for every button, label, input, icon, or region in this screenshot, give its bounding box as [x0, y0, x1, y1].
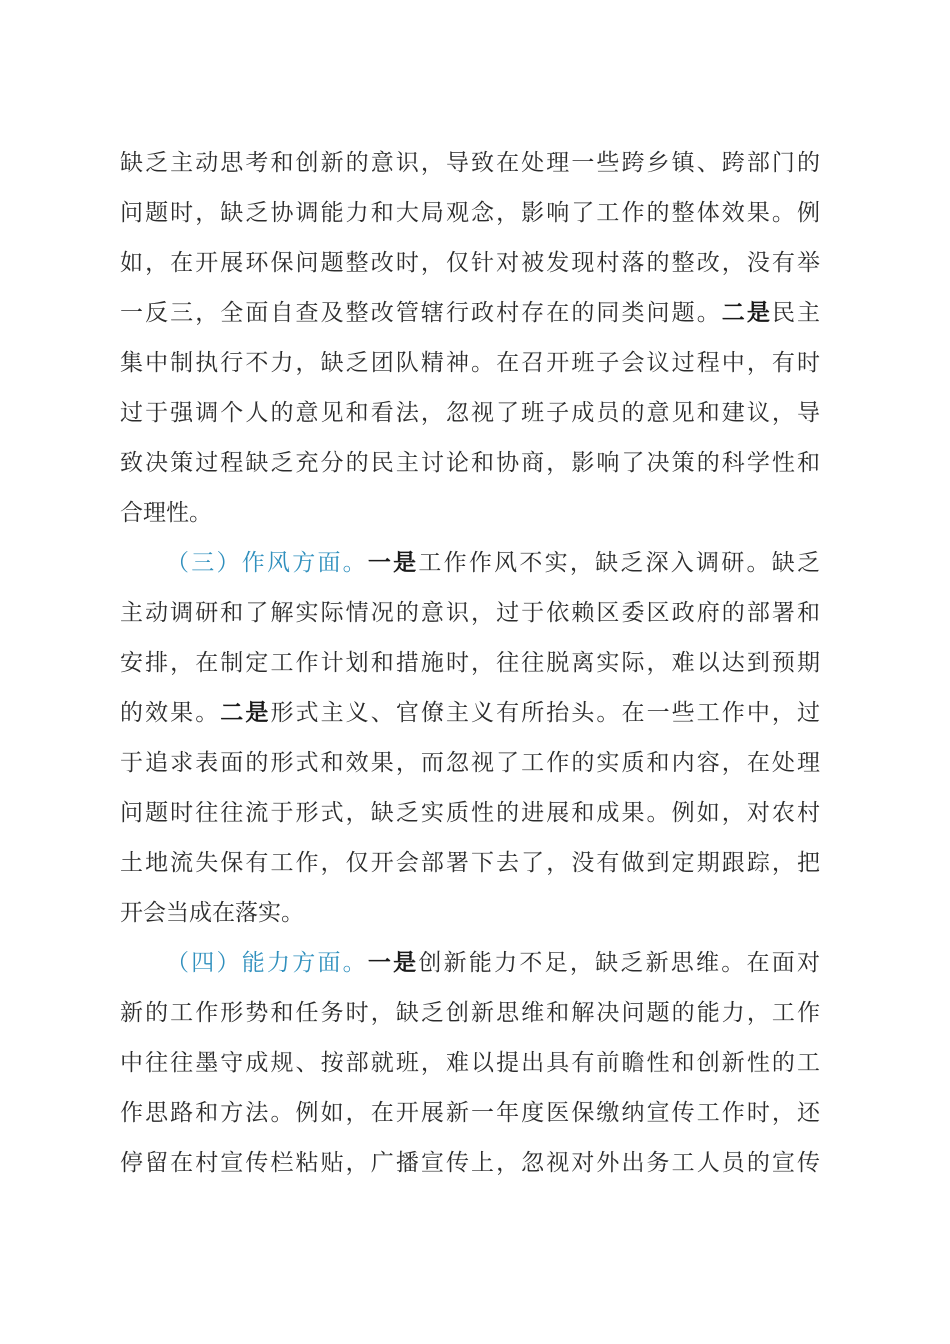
- emphasis-text: 二是: [220, 699, 271, 726]
- section-heading: （三）作风方面。: [166, 550, 368, 576]
- emphasis-text: 一是: [367, 549, 419, 576]
- paragraph-line: 合理性。: [120, 500, 212, 526]
- paragraph-text: 工作作风不实，缺乏深入调研。缺乏: [418, 550, 821, 576]
- paragraph-line: 中往往墨守成规、按部就班，难以提出具有前瞻性和创新性的工: [120, 1050, 820, 1076]
- section-heading: （四）能力方面。: [166, 950, 368, 976]
- paragraph-line: 缺乏主动思考和创新的意识，导致在处理一些跨乡镇、跨部门的: [120, 150, 820, 176]
- paragraph-line: 过于强调个人的意见和看法，忽视了班子成员的意见和建议，导: [120, 400, 820, 426]
- paragraph-line: 如，在开展环保问题整改时，仅针对被发现村落的整改，没有举: [120, 250, 820, 276]
- emphasis-text: 二是: [721, 299, 772, 326]
- paragraph-line: 问题时往往流于形式，缺乏实质性的进展和成果。例如，对农村: [120, 800, 820, 826]
- paragraph-text: 民主: [771, 300, 821, 326]
- paragraph-line: 新的工作形势和任务时，缺乏创新思维和解决问题的能力，工作: [120, 1000, 820, 1026]
- paragraph-line: [120, 693, 820, 733]
- paragraph-line: 问题时，缺乏协调能力和大局观念，影响了工作的整体效果。例: [120, 200, 820, 226]
- paragraph-line: 主动调研和了解实际情况的意识，过于依赖区委区政府的部署和: [120, 600, 820, 626]
- paragraph-line: 停留在村宣传栏粘贴，广播宣传上，忽视对外出务工人员的宣传: [120, 1150, 820, 1176]
- paragraph-line: [120, 293, 820, 333]
- section-heading-line: [166, 943, 820, 983]
- paragraph-line: 集中制执行不力，缺乏团队精神。在召开班子会议过程中，有时: [120, 350, 820, 376]
- paragraph-line: 土地流失保有工作，仅开会部署下去了，没有做到定期跟踪，把: [120, 850, 820, 876]
- emphasis-text: 一是: [367, 949, 419, 976]
- paragraph-line: 致决策过程缺乏充分的民主讨论和协商，影响了决策的科学性和: [120, 450, 820, 476]
- paragraph-text: 创新能力不足，缺乏新思维。在面对: [418, 950, 821, 976]
- section-heading-line: [166, 543, 820, 583]
- paragraph-line: 安排，在制定工作计划和措施时，往往脱离实际，难以达到预期: [120, 650, 820, 676]
- paragraph-text: 一反三，全面自查及整改管辖行政村存在的同类问题。: [120, 300, 722, 326]
- paragraph-text: 形式主义、官僚主义有所抬头。在一些工作中，过: [270, 700, 821, 726]
- paragraph-line: 作思路和方法。例如，在开展新一年度医保缴纳宣传工作时，还: [120, 1100, 820, 1126]
- paragraph-text: 的效果。: [120, 700, 221, 726]
- paragraph-line: 于追求表面的形式和效果，而忽视了工作的实质和内容，在处理: [120, 750, 820, 776]
- paragraph-line: 开会当成在落实。: [120, 900, 304, 926]
